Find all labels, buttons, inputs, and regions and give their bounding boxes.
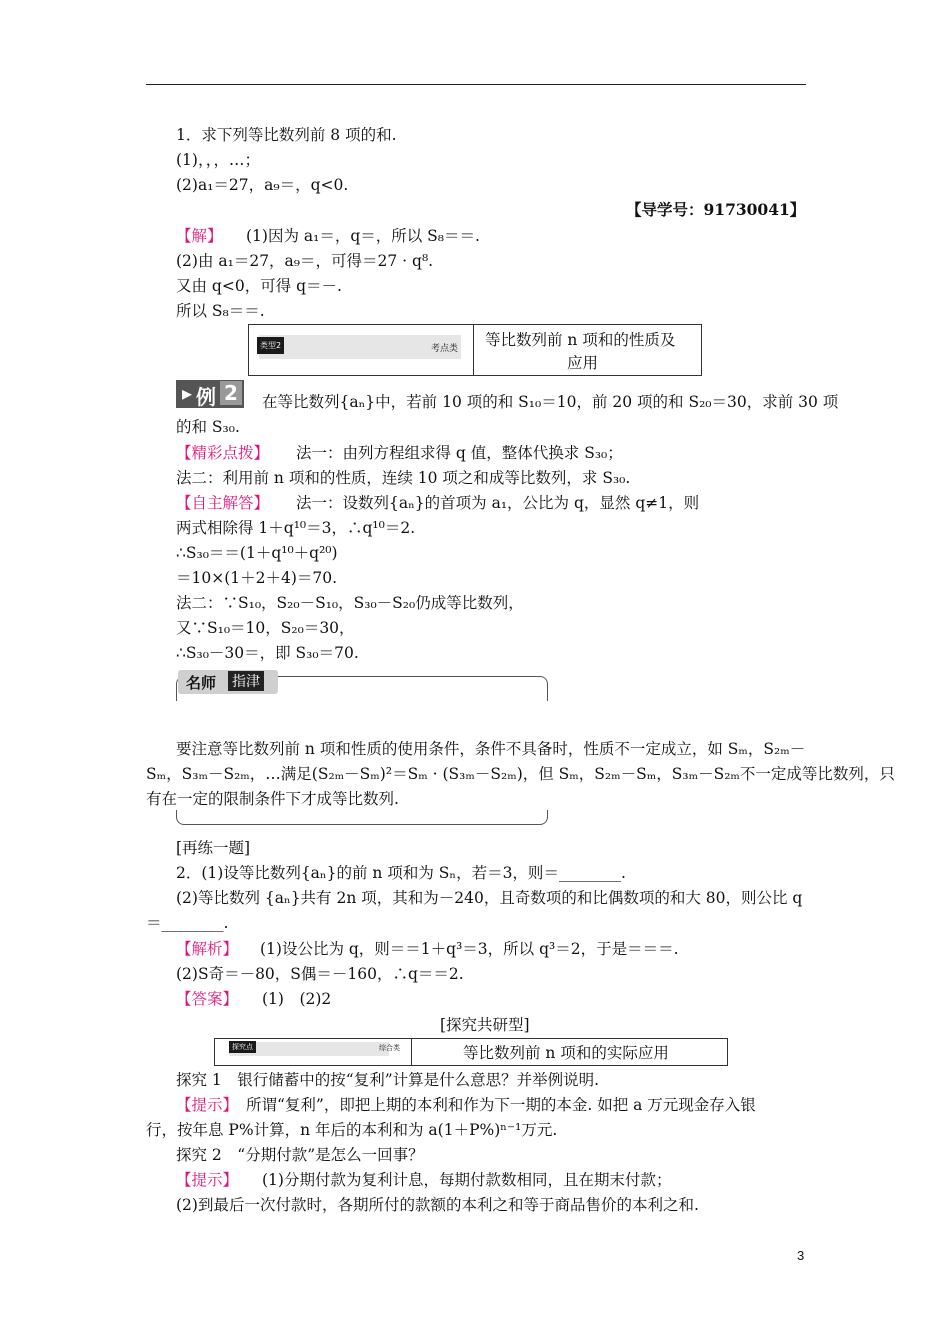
- self-solution-line: 法一：设数列{aₙ}的首项为 a₁，公比为 q，显然 q≠1，则: [296, 494, 700, 512]
- type2-header-box: [248, 324, 702, 376]
- hint-tag: 【精彩点拨】: [176, 444, 270, 462]
- teacher-label: 名师: [186, 674, 217, 692]
- guide-number: 【导学号：91730041】: [626, 200, 806, 219]
- type2-badge: 类型2: [257, 337, 284, 354]
- type2-title: 等比数列前 n 项和的性质及: [485, 331, 676, 349]
- solution-line: (2)由 a₁＝27，a₉＝，可得＝27 · q⁸.: [176, 252, 434, 270]
- answer-tag: 【答案】: [176, 990, 239, 1008]
- practice-title: [再练一题]: [176, 839, 251, 857]
- explore-answer-line: 所谓“复利”，即把上期的本利和作为下一期的本金. 如把 a 万元现金存入银: [246, 1096, 756, 1114]
- explore-question: 探究 1 银行储蓄中的按“复利”计算是什么意思？并举例说明.: [176, 1071, 600, 1089]
- type2-tail: 考点类: [431, 344, 459, 354]
- explore-hint-tag: 【提示】: [176, 1171, 239, 1189]
- self-solution-line: ∴S₃₀＝＝(1＋q¹⁰＋q²⁰): [176, 544, 338, 562]
- explore-divider: [411, 1039, 412, 1065]
- solution-line: (1)因为 a₁＝，q＝，所以 S₈＝＝.: [246, 227, 480, 245]
- practice-line: ＝________.: [146, 914, 229, 932]
- explore-hint-tag: 【提示】: [176, 1096, 239, 1114]
- practice-line: 2．(1)设等比数列{aₙ}的前 n 项和为 Sₙ，若＝3，则＝________.: [176, 864, 626, 882]
- explore-badge: 探究点: [229, 1041, 256, 1053]
- q1-title: 1．求下列等比数列前 8 项的和.: [176, 126, 397, 144]
- type2-title-cont: 应用: [567, 354, 599, 372]
- example-label: 例: [196, 385, 216, 409]
- teacher-line: 要注意等比数列前 n 项和性质的使用条件，条件不具备时，性质不一定成立，如 Sₘ，S₂ₘ－: [176, 740, 806, 758]
- teacher-label-bg: [178, 670, 278, 694]
- practice-line: (2)等比数列 {aₙ}共有 2n 项，其和为－240，且奇数项的和比偶数项的和大 80，则公比 q: [176, 889, 803, 907]
- self-solution-line: ＝10×(1＋2＋4)＝70.: [176, 569, 338, 587]
- explore-header: [探究共研型]: [440, 1016, 530, 1034]
- solution-tag: 【解】: [176, 227, 223, 245]
- analysis-line: (1)设公比为 q，则＝＝1＋q³＝3，所以 q³＝2，于是＝＝＝.: [260, 940, 679, 958]
- explore-header-box: [214, 1038, 728, 1066]
- explore-answer-line: (1)分期付款为复利计息，每期付款数相同，且在期末付款；: [262, 1171, 672, 1189]
- explore-tail: 综合类: [379, 1044, 400, 1052]
- example-badge: ▸ 例 2: [176, 380, 244, 408]
- example-text: 在等比数列{aₙ}中，若前 10 项的和 S₁₀＝10，前 20 项的和 S₂₀＝30，求前 30 项: [262, 393, 839, 411]
- teacher-frame-bottom: [176, 810, 548, 825]
- analysis-line: (2)S奇＝－80，S偶＝－160，∴q＝＝2.: [176, 965, 464, 983]
- example-text: 的和 S₃₀.: [176, 418, 240, 436]
- hint-line: 法二：利用前 n 项和的性质，连续 10 项之和成等比数列，求 S₃₀.: [176, 469, 631, 487]
- q1-part2: (2)a₁＝27，a₉＝，q<0.: [176, 176, 349, 194]
- explore-answer-line: 行，按年息 P%计算，n 年后的本利和为 a(1＋P%)ⁿ⁻¹万元.: [146, 1121, 558, 1139]
- teacher-line: 有在一定的限制条件下才成等比数列.: [146, 790, 399, 808]
- type2-divider: [473, 325, 474, 375]
- teacher-label-tag: 指津: [228, 671, 264, 691]
- self-solution-line: ∴S₃₀－30＝，即 S₃₀＝70.: [176, 644, 359, 662]
- q1-part1: (1)，，，…；: [176, 151, 260, 169]
- self-solution-line: 又∵S₁₀＝10，S₂₀＝30，: [176, 619, 355, 637]
- answer-text: (1) (2)2: [262, 990, 332, 1008]
- hint-line: 法一：由列方程组求得 q 值，整体代换求 S₃₀；: [296, 444, 623, 462]
- explore-question: 探究 2 “分期付款”是怎么一回事？: [176, 1146, 424, 1164]
- page-number: 3: [797, 1248, 805, 1263]
- analysis-tag: 【解析】: [176, 940, 239, 958]
- self-solution-line: 法二：∵S₁₀，S₂₀－S₁₀，S₃₀－S₂₀仍成等比数列，: [176, 594, 524, 612]
- header-rule: [146, 84, 806, 85]
- explore-title: 等比数列前 n 项和的实际应用: [463, 1044, 669, 1062]
- solution-line: 所以 S₈＝＝.: [176, 302, 265, 320]
- teacher-line: Sₘ，S₃ₘ－S₂ₘ，…满足(S₂ₘ－Sₘ)²＝Sₘ · (S₃ₘ－S₂ₘ)，但 Sₘ，S₂ₘ－Sₘ，S₃ₘ－S₂ₘ不一定成等比数列，只: [146, 765, 895, 783]
- example-number: 2: [220, 381, 242, 405]
- solution-line: 又由 q<0，可得 q＝－.: [176, 277, 342, 295]
- explore-answer-line: (2)到最后一次付款时，各期所付的款额的本利之和等于商品售价的本利之和.: [176, 1196, 699, 1214]
- self-solution-tag: 【自主解答】: [176, 494, 270, 512]
- self-solution-line: 两式相除得 1＋q¹⁰＝3，∴q¹⁰＝2.: [176, 519, 416, 537]
